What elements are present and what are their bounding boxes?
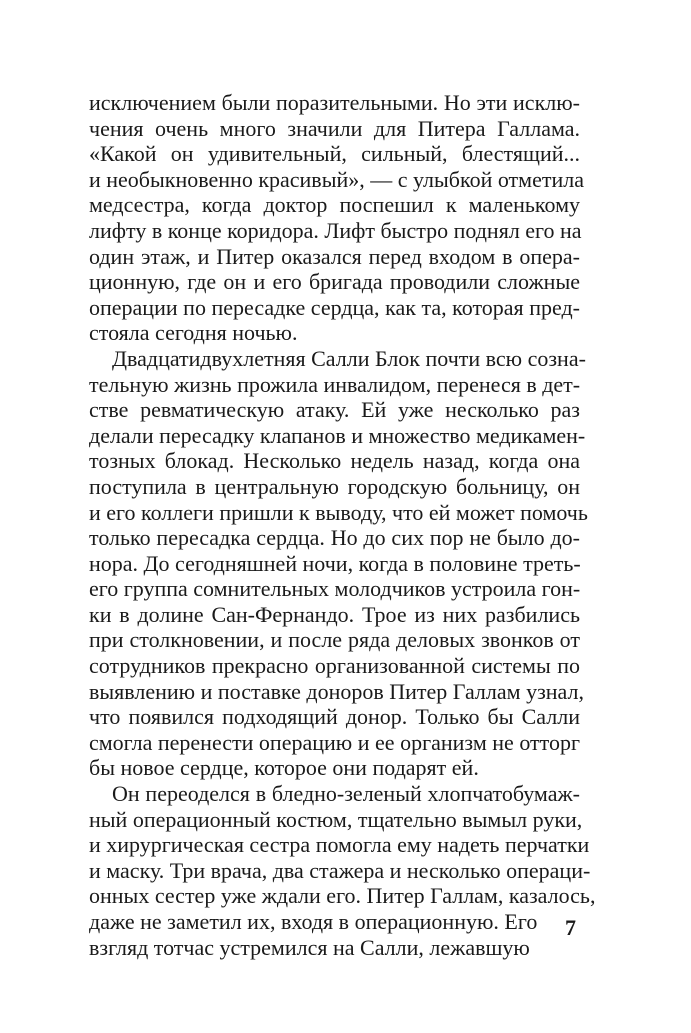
text-line: онных сестер уже ждали его. Питер Галлам, казалось, <box>89 883 596 909</box>
text-line: ционную, где он и его бригада проводили сложные <box>89 269 580 295</box>
text-line: лифту в конце коридора. Лифт быстро поднял его на <box>89 217 582 243</box>
text-line: операции по пересадке сердца, как та, которая пред- <box>89 294 580 320</box>
text-line: и необыкновенно красивый», — с улыбкой отметила <box>89 166 584 192</box>
body-text <box>89 90 596 960</box>
text-line: ный операционный костюм, тщательно вымыл руки, <box>89 806 583 832</box>
text-line: даже не заметил их, входя в операционную. Его <box>89 909 538 934</box>
text-line: его группа сомнительных молодчиков устроила гон- <box>89 576 581 602</box>
text-line: смогла перенести операцию и ее организм не отторг <box>89 729 580 755</box>
text-line: что появился подходящий донор. Только бы Салли <box>89 704 580 730</box>
page-number: 7 <box>565 915 576 940</box>
text-line: только пересадка сердца. Но до сих пор не было до- <box>89 525 580 551</box>
text-line: стве ревматическую атаку. Ей уже несколько раз <box>89 397 580 423</box>
text-line: бы новое сердце, которое они подарят ей. <box>89 755 479 781</box>
text-line: нора. До сегодняшней ночи, когда в половине треть- <box>89 550 581 576</box>
text-line: тельную жизнь прожила инвалидом, перенеся в дет- <box>89 371 581 397</box>
text-line: Двадцатидвухлетняя Салли Блок почти всю созна- <box>112 345 586 371</box>
text-line: и маску. Три врача, два стажера и несколько операци- <box>89 857 591 883</box>
text-line: один этаж, и Питер оказался перед входом в опера- <box>89 243 580 269</box>
text-line: медсестра, когда доктор поспешил к маленькому <box>89 192 580 218</box>
text-line: стояла сегодня ночью. <box>89 320 298 346</box>
text-line: «Какой он удивительный, сильный, блестящий... <box>89 141 580 167</box>
text-line: делали пересадку клапанов и множество медикамен- <box>89 422 586 448</box>
text-line: и хирургическая сестра помогла ему надеть перчатки <box>89 832 590 858</box>
text-line: ки в долине Сан-Фернандо. Трое из них разбились <box>89 601 580 627</box>
text-line: при столкновении, и после ряда деловых звонков от <box>89 627 580 653</box>
text-line: Он переоделся в бледно-зеленый хлопчатобумаж- <box>112 781 580 807</box>
text-line: выявлению и поставке доноров Питер Галлам узнал, <box>89 678 584 704</box>
text-line: поступила в центральную городскую больницу, он <box>89 473 580 499</box>
text-line: чения очень много значили для Питера Галлама. <box>89 115 580 141</box>
text-line: исключением были поразительными. Но эти исклю- <box>89 90 580 115</box>
text-line: тозных блокад. Несколько недель назад, когда она <box>89 448 580 474</box>
text-line: и его коллеги пришли к выводу, что ей может помочь <box>89 499 588 525</box>
text-line: взгляд тотчас устремился на Салли, лежавшую <box>89 934 530 960</box>
text-line: сотрудников прекрасно организованной системы по <box>89 653 580 679</box>
